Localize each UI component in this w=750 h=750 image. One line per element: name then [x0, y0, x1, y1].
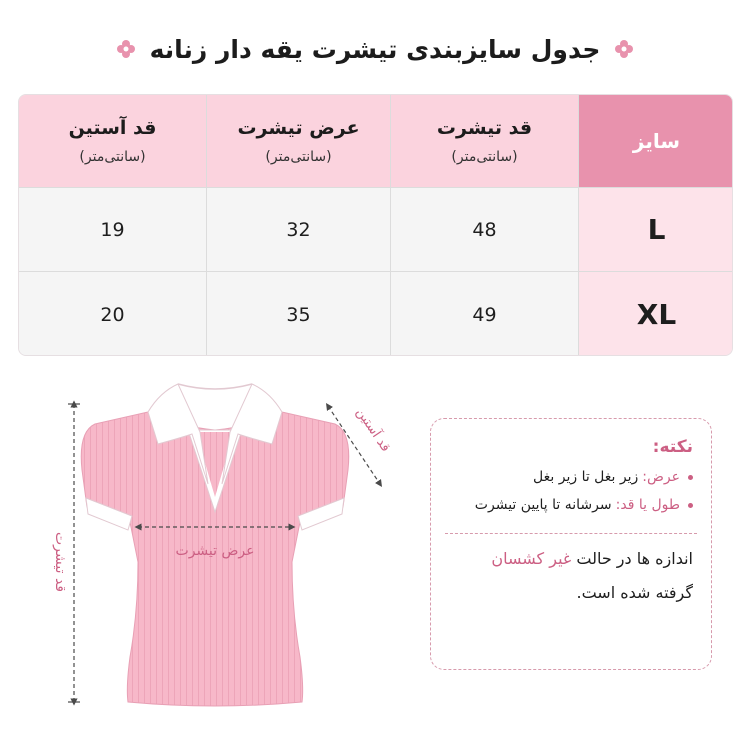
- shirt-diagram: [30, 372, 410, 742]
- note-length-value: سرشانه تا پایین تیشرت: [474, 497, 612, 513]
- header-sleeve-label: قد آستین: [68, 117, 157, 139]
- note-divider: [445, 533, 697, 534]
- note-foot-highlight: غیر کشسان: [491, 549, 572, 568]
- header-sleeve-unit: (سانتی‌متر): [79, 149, 146, 165]
- flower-icon: [116, 39, 136, 59]
- note-length-key: طول یا قد:: [615, 497, 680, 513]
- cell-l-length: 48: [391, 188, 579, 272]
- length-label: قد تیشرت: [52, 531, 68, 593]
- note-foot-part1: اندازه ها در حالت: [571, 549, 693, 568]
- note-box: [430, 418, 712, 670]
- note-width-line: [449, 469, 693, 485]
- cell-xl-sleeve: 20: [19, 272, 207, 356]
- sleeve-label: قد آستین: [352, 405, 393, 455]
- width-label: عرض تیشرت: [175, 543, 255, 559]
- header-length: [391, 95, 579, 188]
- page-title: جدول سایزبندی تیشرت یقه دار زنانه: [149, 34, 601, 64]
- header-width-unit: (سانتی‌متر): [265, 149, 332, 165]
- note-foot-part2: گرفته شده است.: [576, 583, 693, 602]
- note-length-line: [449, 497, 693, 513]
- cell-l-width: 32: [207, 188, 391, 272]
- header-length-unit: (سانتی‌متر): [451, 149, 518, 165]
- header-width-label: عرض تیشرت: [237, 117, 360, 139]
- header-length-label: قد تیشرت: [436, 117, 533, 139]
- bullet-icon: [688, 503, 693, 508]
- header-size-label: سایز: [632, 129, 681, 153]
- size-table: [18, 94, 733, 356]
- bullet-icon: [688, 475, 693, 480]
- cell-xl-width: 35: [207, 272, 391, 356]
- header-size: [579, 95, 733, 188]
- note-width-value: زیر بغل تا زیر بغل: [533, 469, 639, 485]
- note-width-key: عرض:: [642, 469, 680, 485]
- cell-xl-length: 49: [391, 272, 579, 356]
- note-title: نکته:: [652, 437, 693, 457]
- header-sleeve: [19, 95, 207, 188]
- cell-xl-size: XL: [579, 272, 733, 356]
- cell-l-size: L: [579, 188, 733, 272]
- title-row: [0, 26, 750, 72]
- flower-icon: [614, 39, 634, 59]
- cell-l-sleeve: 19: [19, 188, 207, 272]
- note-footer: [449, 542, 693, 610]
- header-width: [207, 95, 391, 188]
